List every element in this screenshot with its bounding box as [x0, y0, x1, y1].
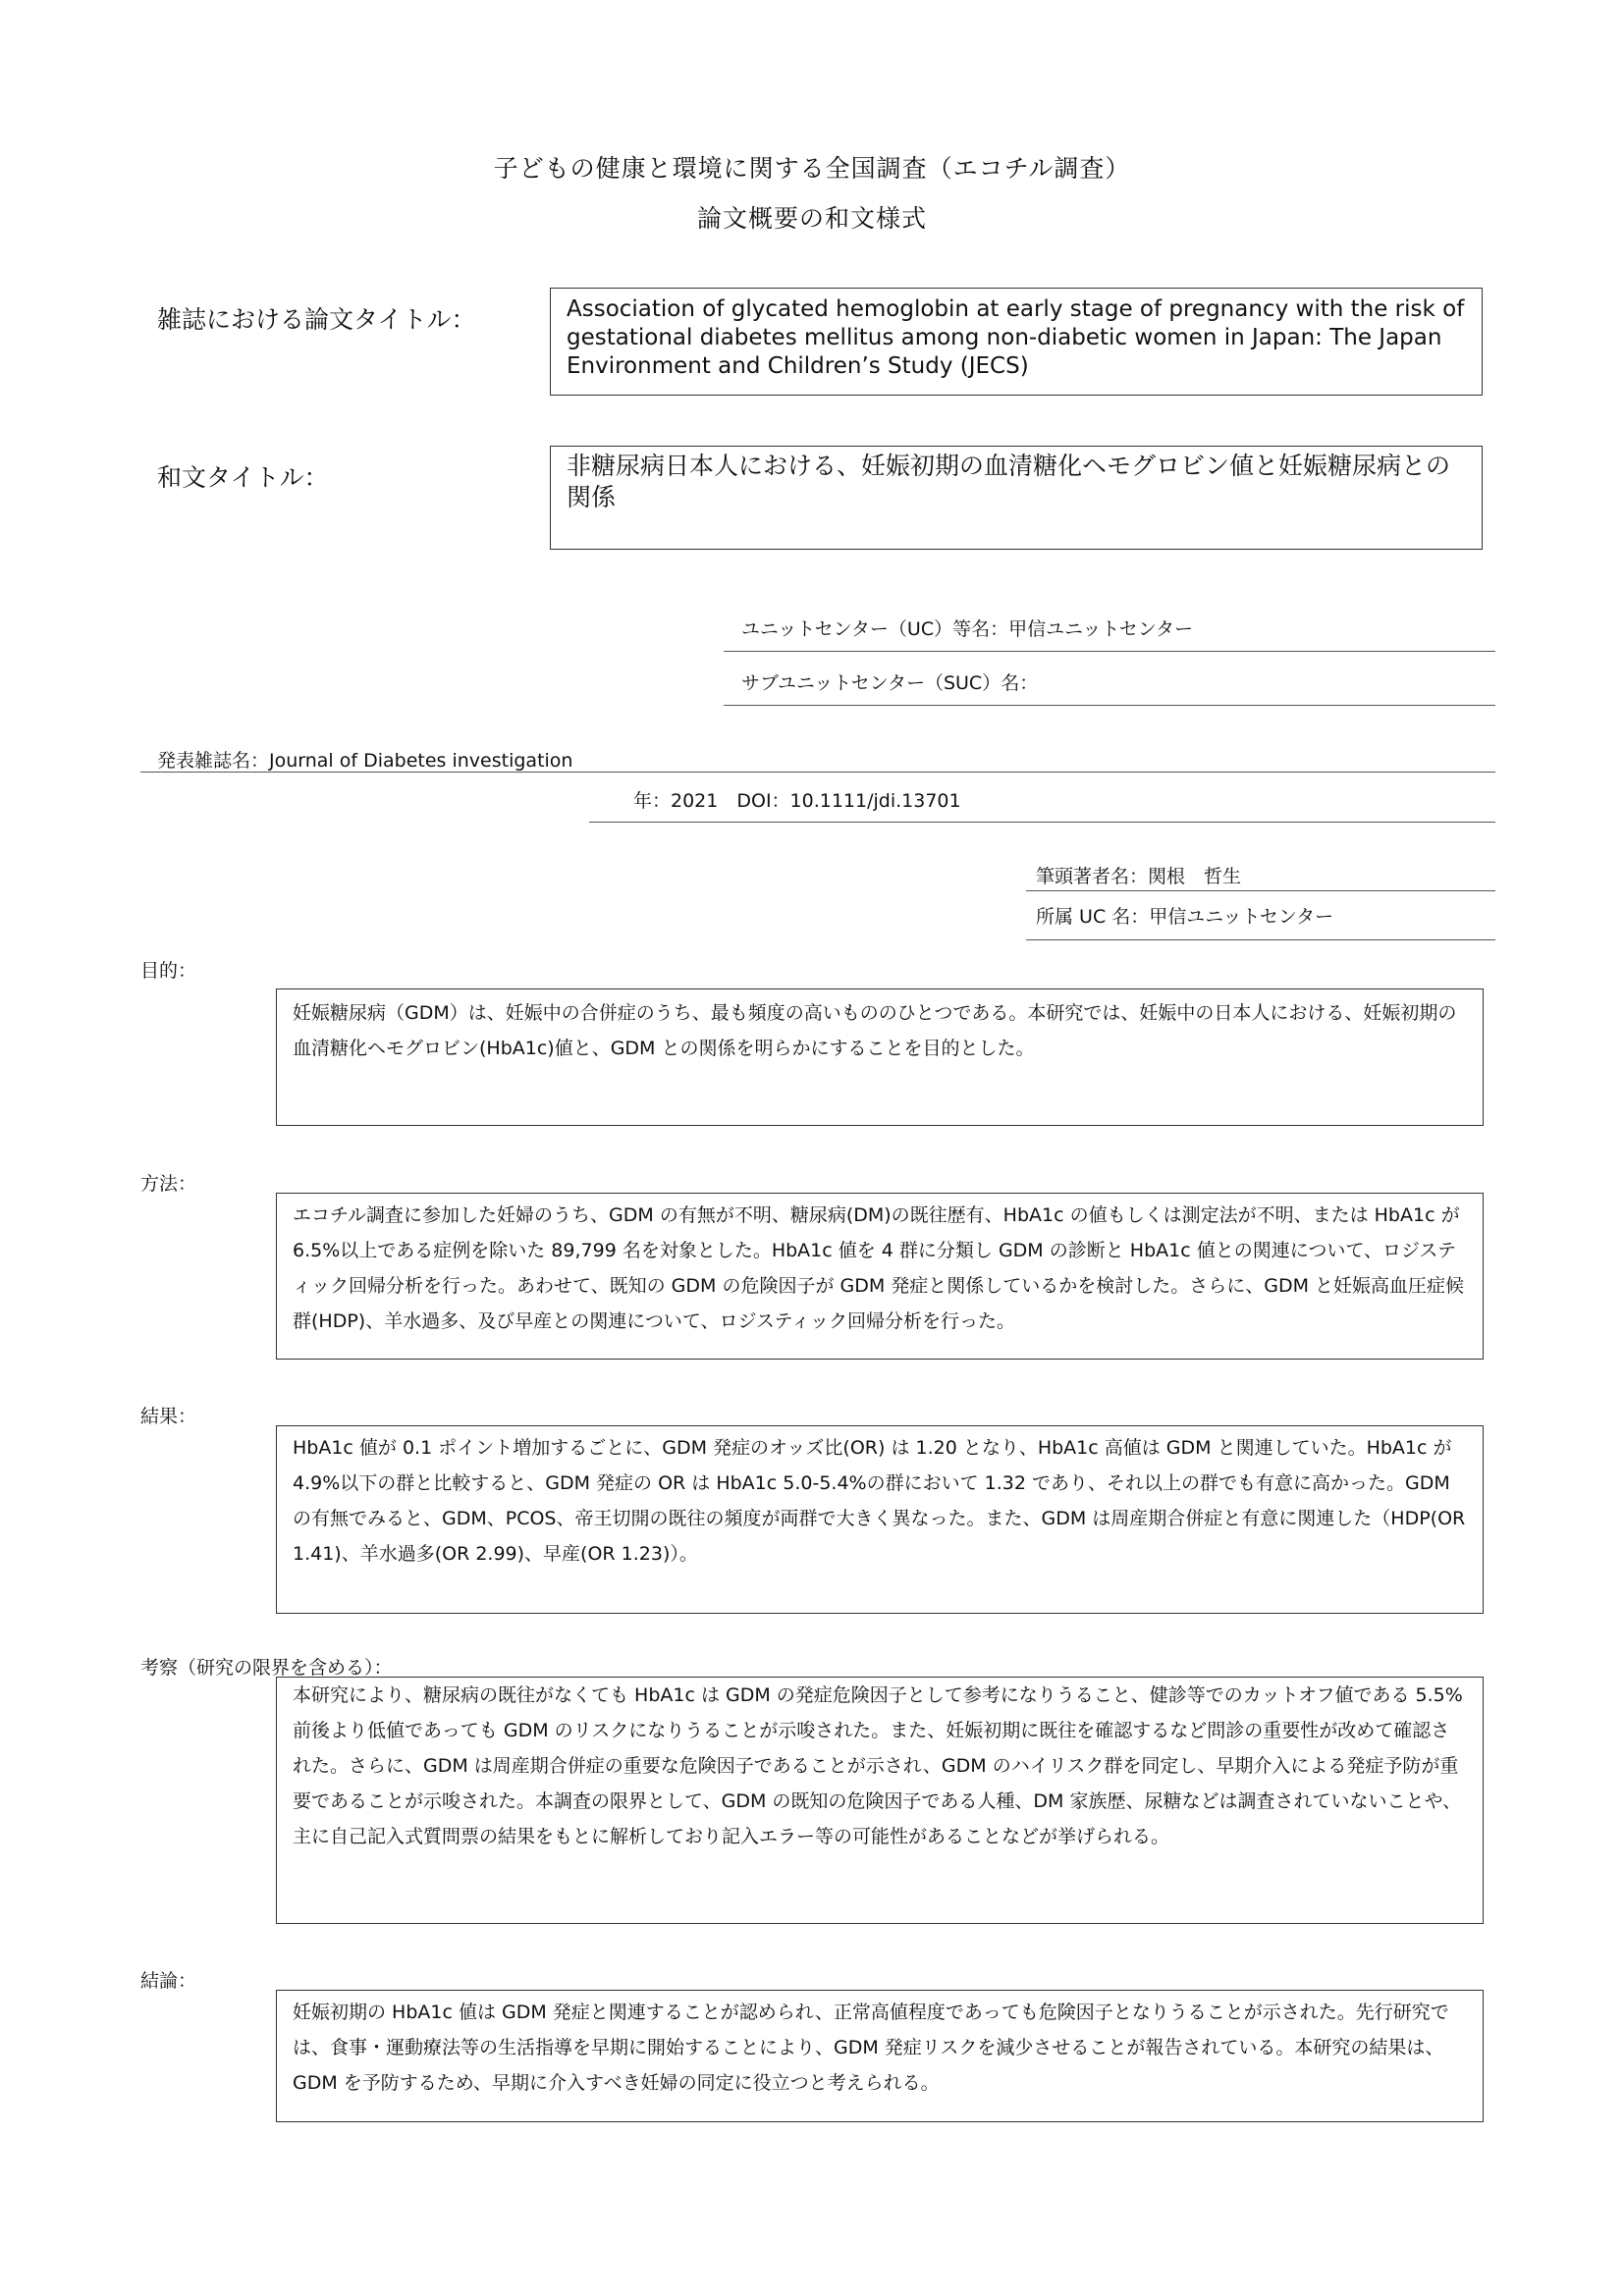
first-author-underline	[1026, 890, 1495, 891]
affiliated-uc-underline	[1026, 939, 1495, 940]
journal-name-underline	[140, 772, 1495, 773]
japanese-title-label: 和文タイトル：	[157, 463, 329, 492]
result-box	[276, 1425, 1484, 1614]
method-text: エコチル調査に参加した妊婦のうち、GDM の有無が不明、糖尿病(DM)の既往歴有、HbA1c の値もしくは測定法が不明、または HbA1c が 6.5%以上である症例を除いた 89,799 名を対象とした。HbA1c 値を 4 群に分類し GDM の診断と HbA1c 値との関連について、ロジスティック回帰分析を行った。あわせて、既知の GDM の危険因子が GDM 発症と関係しているかを検討した。さらに、GDM と妊娠高血圧症候群(HDP)、羊水過多、及び早産との関連について、ロジスティック回帰分析を行った。	[293, 1204, 1465, 1332]
journal-name-field: 発表雑誌名：Journal of Diabetes investigation	[157, 750, 573, 772]
sub-unit-center-underline	[724, 705, 1495, 706]
purpose-label: 目的：	[140, 960, 197, 982]
affiliated-uc-field: 所属 UC 名：甲信ユニットセンター	[1036, 906, 1334, 928]
discussion-text: 本研究により、糖尿病の既往がなくても HbA1c は GDM の発症危険因子として参考になりうること、健診等でのカットオフ値である 5.5%前後より低値であっても GDM のリスクになりうることが示唆された。また、妊娠初期に既往を確認するなど問診の重要性が改めて確認された。さらに、GDM は周産期合併症の重要な危険因子であることが示され、GDM のハイリスク群を同定し、早期介入による発症予防が重要であることが示唆された。本調査の限界として、GDM の既知の危険因子である人種、DM 家族歴、尿糖などは調査されていないことや、主に自己記入式質問票の結果をもとに解析しており記入エラー等の可能性があることなどが挙げられる。	[293, 1684, 1463, 1847]
document-title: 子どもの健康と環境に関する全国調査（エコチル調査）	[493, 154, 1131, 183]
result-label: 結果：	[140, 1406, 197, 1427]
year-doi-underline	[589, 822, 1495, 823]
unit-center-field: ユニットセンター（UC）等名：甲信ユニットセンター	[741, 618, 1193, 640]
purpose-box	[276, 988, 1484, 1126]
method-label: 方法：	[140, 1173, 197, 1195]
japanese-title-value: 非糖尿病日本人における、妊娠初期の血清糖化ヘモグロビン値と妊娠糖尿病との関係	[567, 452, 1451, 511]
japanese-title-box	[550, 446, 1483, 550]
journal-title-label: 雑誌における論文タイトル：	[157, 305, 476, 334]
conclusion-label: 結論：	[140, 1970, 197, 1992]
unit-center-underline	[724, 651, 1495, 652]
document-subtitle: 論文概要の和文様式	[696, 204, 927, 233]
journal-title-box	[550, 288, 1483, 396]
journal-title-value: Association of glycated hemoglobin at early stage of pregnancy with the risk of gestational diabetes mellitus among non-diabetic women in Japan: The Japan Environment and Children’s Study (JECS)	[567, 296, 1465, 379]
discussion-box	[276, 1677, 1484, 1924]
result-text: HbA1c 値が 0.1 ポイント増加するごとに、GDM 発症のオッズ比(OR) は 1.20 となり、HbA1c 高値は GDM と関連していた。HbA1c が 4.9%以下の群と比較すると、GDM 発症の OR は HbA1c 5.0-5.4%の群において 1.32 であり、それ以上の群でも有意に高かった。GDM の有無でみると、GDM、PCOS、帝王切開の既往の頻度が両群で大きく異なった。また、GDM は周産期合併症と有意に関連した（HDP(OR 1.41)、羊水過多(OR 2.99)、早産(OR 1.23)）。	[293, 1437, 1466, 1565]
method-box	[276, 1193, 1484, 1360]
year-doi-field: 年：2021 DOI：10.1111/jdi.13701	[633, 790, 961, 812]
sub-unit-center-field: サブユニットセンター（SUC）名：	[741, 672, 1039, 694]
conclusion-box	[276, 1990, 1484, 2122]
purpose-text: 妊娠糖尿病（GDM）は、妊娠中の合併症のうち、最も頻度の高いもののひとつである。本研究では、妊娠中の日本人における、妊娠初期の血清糖化ヘモグロビン(HbA1c)値と、GDM との関係を明らかにすることを目的とした。	[293, 1002, 1457, 1059]
conclusion-text: 妊娠初期の HbA1c 値は GDM 発症と関連することが認められ、正常高値程度であっても危険因子となりうることが示された。先行研究では、食事・運動療法等の生活指導を早期に開始することにより、GDM 発症リスクを減少させることが報告されている。本研究の結果は、GDM を予防するため、早期に介入すべき妊婦の同定に役立つと考えられる。	[293, 2002, 1449, 2094]
discussion-label: 考察（研究の限界を含める）：	[140, 1657, 393, 1679]
first-author-field: 筆頭著者名：関根 哲生	[1036, 866, 1242, 887]
